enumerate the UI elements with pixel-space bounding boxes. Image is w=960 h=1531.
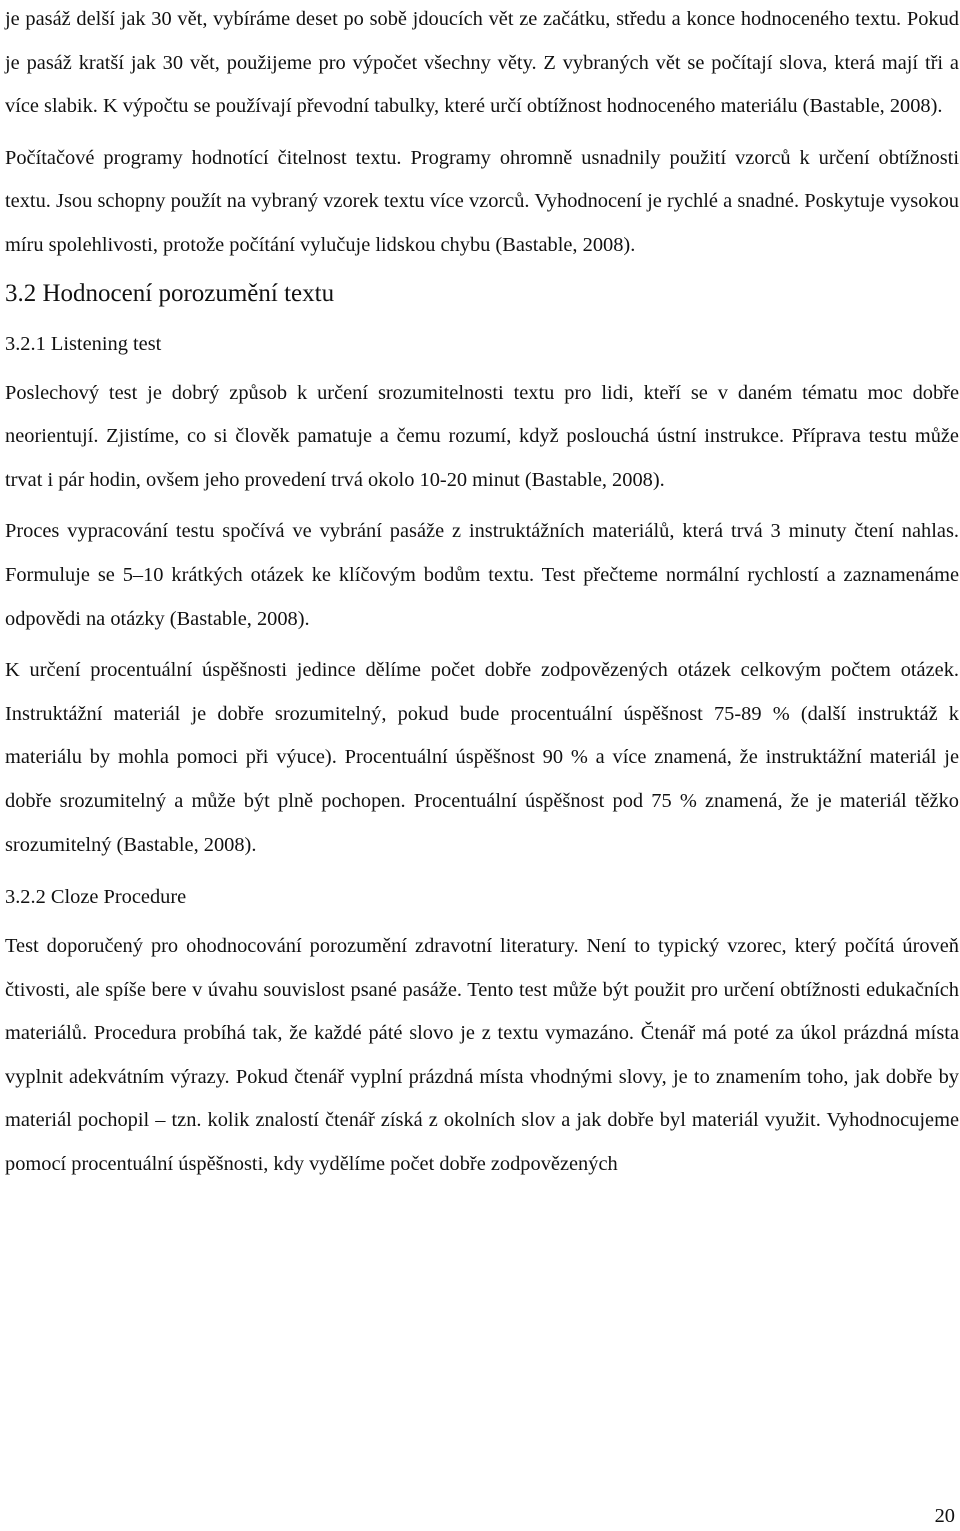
subsection-heading-listening-test: 3.2.1 Listening test [5,332,162,355]
section-heading: 3.2 Hodnocení porozumění textu [5,279,335,307]
paragraph-listening-test-scoring: K určení procentuální úspěšnosti jedince dělíme počet dobře zodpovězených otázek celkovým počtem otázek. Instruktážní materiál je dobře srozumitelný, pokud bude procentuální úspěšnost 75-89 % (další instruktáž k materiálu by mohla pomoci při výuce). Procentuální úspěšnost 90 % a více znamená, že instruktážní materiál je dobře srozumitelný a může být plně pochopen. Procentuální úspěšnost pod 75 % znamená, že je materiál těžko srozumitelný (Bastable, 2008). [5,659,959,856]
subsection-heading-cloze-procedure: 3.2.2 Cloze Procedure [5,886,187,909]
document-page [5,0,959,1187]
page-number: 20 [934,1505,955,1527]
paragraph-computer-programs: Počítačové programy hodnotící čitelnost textu. Programy ohromně usnadnily použití vzorců k určení obtížnosti textu. Jsou schopny použít na vybraný vzorek textu více vzorců. Vyhodnocení je rychlé a snadné. Poskytuje vysokou míru spolehlivosti, protože počítání vylučuje lidskou chybu (Bastable, 2008). [5,146,959,256]
paragraph-listening-test-intro: Poslechový test je dobrý způsob k určení srozumitelnosti textu pro lidi, kteří se v daném tématu moc dobře neorientují. Zjistíme, co si člověk pamatuje a čemu rozumí, když poslouchá ústní instrukce. Příprava testu může trvat i pár hodin, ovšem jeho provedení trvá okolo 10-20 minut (Bastable, 2008). [5,381,959,491]
paragraph-readability-formula: je pasáž delší jak 30 vět, vybíráme deset po sobě jdoucích vět ze začátku, středu a konce hodnoceného textu. Pokud je pasáž kratší jak 30 vět, použijeme pro výpočet všechny věty. Z vybraných vět se počítají slova, která mají tři a více slabik. K výpočtu se používají převodní tabulky, které určí obtížnost hodnoceného materiálu (Bastable, 2008). [5,8,959,118]
paragraph-listening-test-process: Proces vypracování testu spočívá ve vybrání pasáže z instruktážních materiálů, která trvá 3 minuty čtení nahlas. Formuluje se 5–10 krátkých otázek ke klíčovým bodům textu. Test přečteme normální rychlostí a zaznamenáme odpovědi na otázky (Bastable, 2008). [5,520,959,630]
paragraph-cloze-procedure: Test doporučený pro ohodnocování porozumění zdravotní literatury. Není to typický vzorec, který počítá úroveň čtivosti, ale spíše bere v úvahu souvislost psané pasáže. Tento test může být použit pro určení obtížnosti edukačních materiálů. Procedura probíhá tak, že každé páté slovo je z textu vymazáno. Čtenář má poté za úkol prázdná místa vyplnit adekvátním výrazy. Pokud čtenář vyplní prázdná místa vhodnými slovy, je to znamením toho, jak dobře by materiál pochopil – tzn. kolik znalostí čtenář získá z okolních slov a jak dobře byl materiál využit. Vyhodnocujeme pomocí procentuální úspěšnosti, kdy vydělíme počet dobře zodpovězených [5,935,959,1176]
